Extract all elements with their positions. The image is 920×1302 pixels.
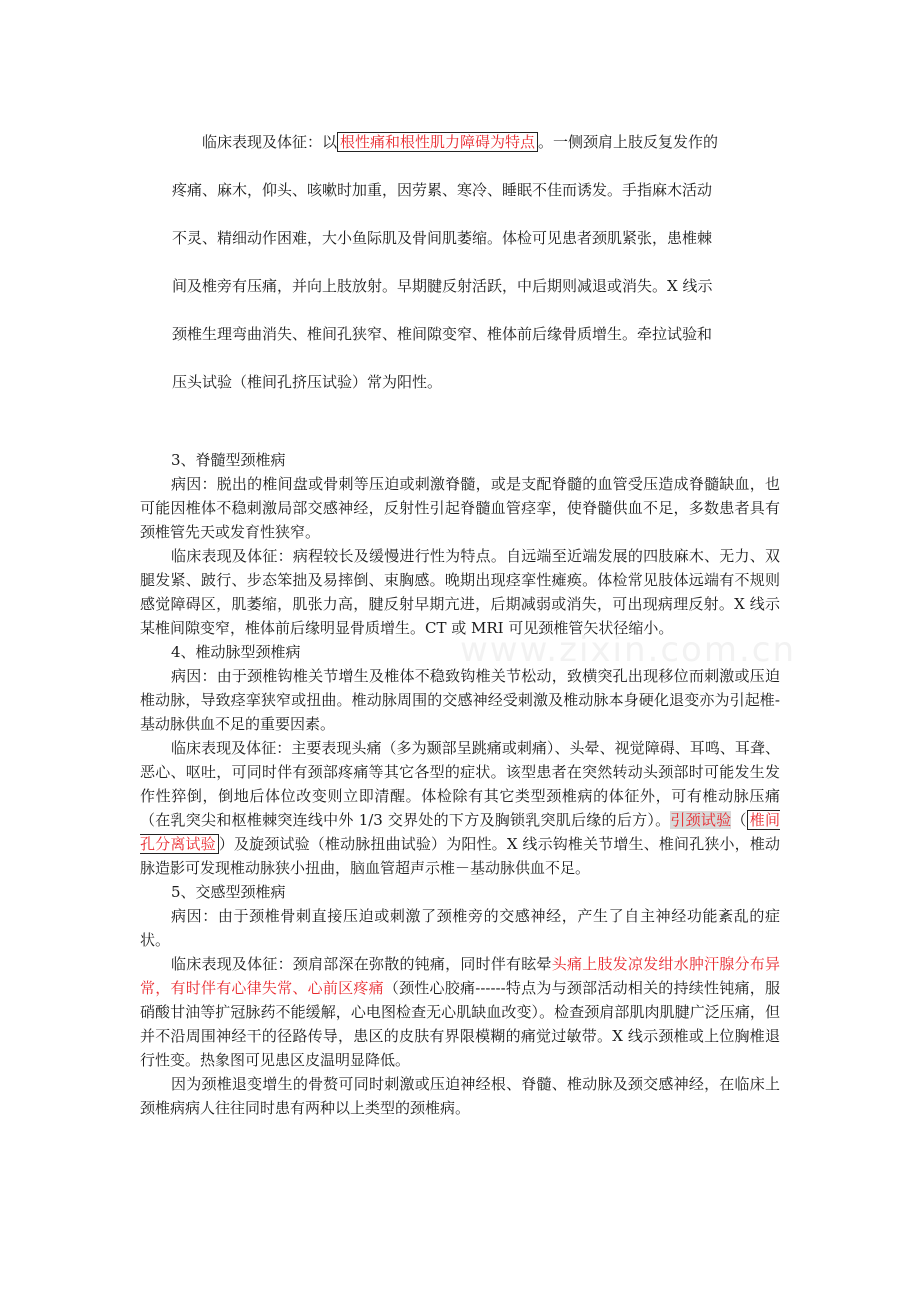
red-phrase: 头痛上肢发凉发绀水肿汗腺分布异常，有时伴有心律失常、心前区疼痛	[140, 955, 780, 997]
shaded-red-phrase: 引颈试验	[670, 811, 732, 829]
section-3-heading: 3、脊髓型颈椎病	[171, 451, 286, 469]
top-line-4: 间及椎旁有压痛，并向上肢放射。早期腱反射活跃，中后期则减退或消失。X 线示	[172, 277, 713, 295]
section-4-heading: 4、椎动脉型颈椎病	[171, 643, 301, 661]
top-line-3: 不灵、精细动作困难，大小鱼际肌及骨间肌萎缩。体检可见患者颈肌紧张，患椎棘	[172, 229, 713, 247]
watermark: www.zixin.com.cn	[460, 630, 796, 670]
section-5-heading: 5、交感型颈椎病	[171, 883, 286, 901]
boxed-red-phrase-2: 椎间孔分离试验	[140, 811, 780, 853]
section-5-clinical: 临床表现及体征：颈肩部深在弥散的钝痛，同时伴有眩晕头痛上肢发凉发绀水肿汗腺分布异常，有时伴有心律失常、心前区疼痛（颈性心胶痛------特点为与颈部活动相关的持续性钝痛，服硝酸甘油等扩冠脉药不能缓解，心电图检查无心肌缺血改变）。检查颈肩部肌肉肌腱广泛压痛，但并不沿周围神经干的径路传导，患区的皮肤有界限模糊的痛觉过敏带。X 线示颈椎或上位胸椎退行性变。热象图可见患区皮温明显降低。	[140, 955, 780, 1069]
top-line-6: 压头试验（椎间孔挤压试验）常为阳性。	[172, 373, 443, 391]
section-3-cause: 病因：脱出的椎间盘或骨刺等压迫或刺激脊髓，或是支配脊髓的血管受压造成脊髓缺血，也可能因椎体不稳刺激局部交感神经，反射性引起脊髓血管痉挛，使脊髓供血不足，多数患者具有颈椎管先天或发育性狭窄。	[140, 475, 780, 541]
section-3-clinical: 临床表现及体征：病程较长及缓慢进行性为特点。自远端至近端发展的四肢麻木、无力、双腿发紧、跛行、步态笨拙及易摔倒、束胸感。晚期出现痉挛性瘫痪。体检常见肢体远端有不规则感觉障碍区，肌萎缩，肌张力高，腱反射早期亢进，后期减弱或消失，可出现病理反射。X 线示某椎间隙变窄，椎体前后缘明显骨质增生。CT 或 MRI 可见颈椎管矢状径缩小。	[140, 547, 780, 637]
boxed-red-phrase: 根性痛和根性肌力障碍为特点	[337, 132, 538, 152]
section-4-cause: 病因：由于颈椎钩椎关节增生及椎体不稳致钩椎关节松动，致横突孔出现移位而刺激或压迫椎动脉，导致痉挛狭窄或扭曲。椎动脉周围的交感神经受刺激及椎动脉本身硬化退变亦为引起椎-基动脉供血不足的重要因素。	[140, 667, 780, 733]
top-line-2: 疼痛、麻木，仰头、咳嗽时加重，因劳累、寒冷、睡眠不佳而诱发。手指麻木活动	[172, 181, 713, 199]
top-line-1: 临床表现及体征：以 根性痛和根性肌力障碍为特点 。一侧颈肩上肢反复发作的	[202, 133, 719, 151]
top-line-5: 颈椎生理弯曲消失、椎间孔狭窄、椎间隙变窄、椎体前后缘骨质增生。牵拉试验和	[172, 325, 713, 343]
radiculopathy-clinical-text	[172, 118, 762, 406]
closing-paragraph: 因为颈椎退变增生的骨赘可同时刺激或压迫神经根、脊髓、椎动脉及颈交感神经，在临床上颈椎病病人往往同时患有两种以上类型的颈椎病。	[140, 1075, 780, 1117]
section-4-clinical: 临床表现及体征：主要表现头痛（多为颞部呈跳痛或刺痛）、头晕、视觉障碍、耳鸣、耳聋、恶心、呕吐，可同时伴有颈部疼痛等其它各型的症状。该型患者在突然转动头颈部时可能发生发作性猝倒，倒地后体位改变则立即清醒。体检除有其它类型颈椎病的体征外，可有椎动脉压痛（在乳突尖和枢椎棘突连线中外 1/3 交界处的下方及胸锁乳突肌后缘的后方）。引颈试验（ 椎间孔分离试验 ）及旋颈试验（椎动脉扭曲试验）为阳性。X 线示钩椎关节增生、椎间孔狭小，椎动脉造影可发现椎动脉狭小扭曲，脑血管超声示椎－基动脉供血不足。	[140, 739, 780, 877]
section-5-cause: 病因：由于颈椎骨刺直接压迫或刺激了颈椎旁的交感神经，产生了自主神经功能紊乱的症状。	[140, 907, 780, 949]
main-text-block	[140, 448, 780, 1120]
